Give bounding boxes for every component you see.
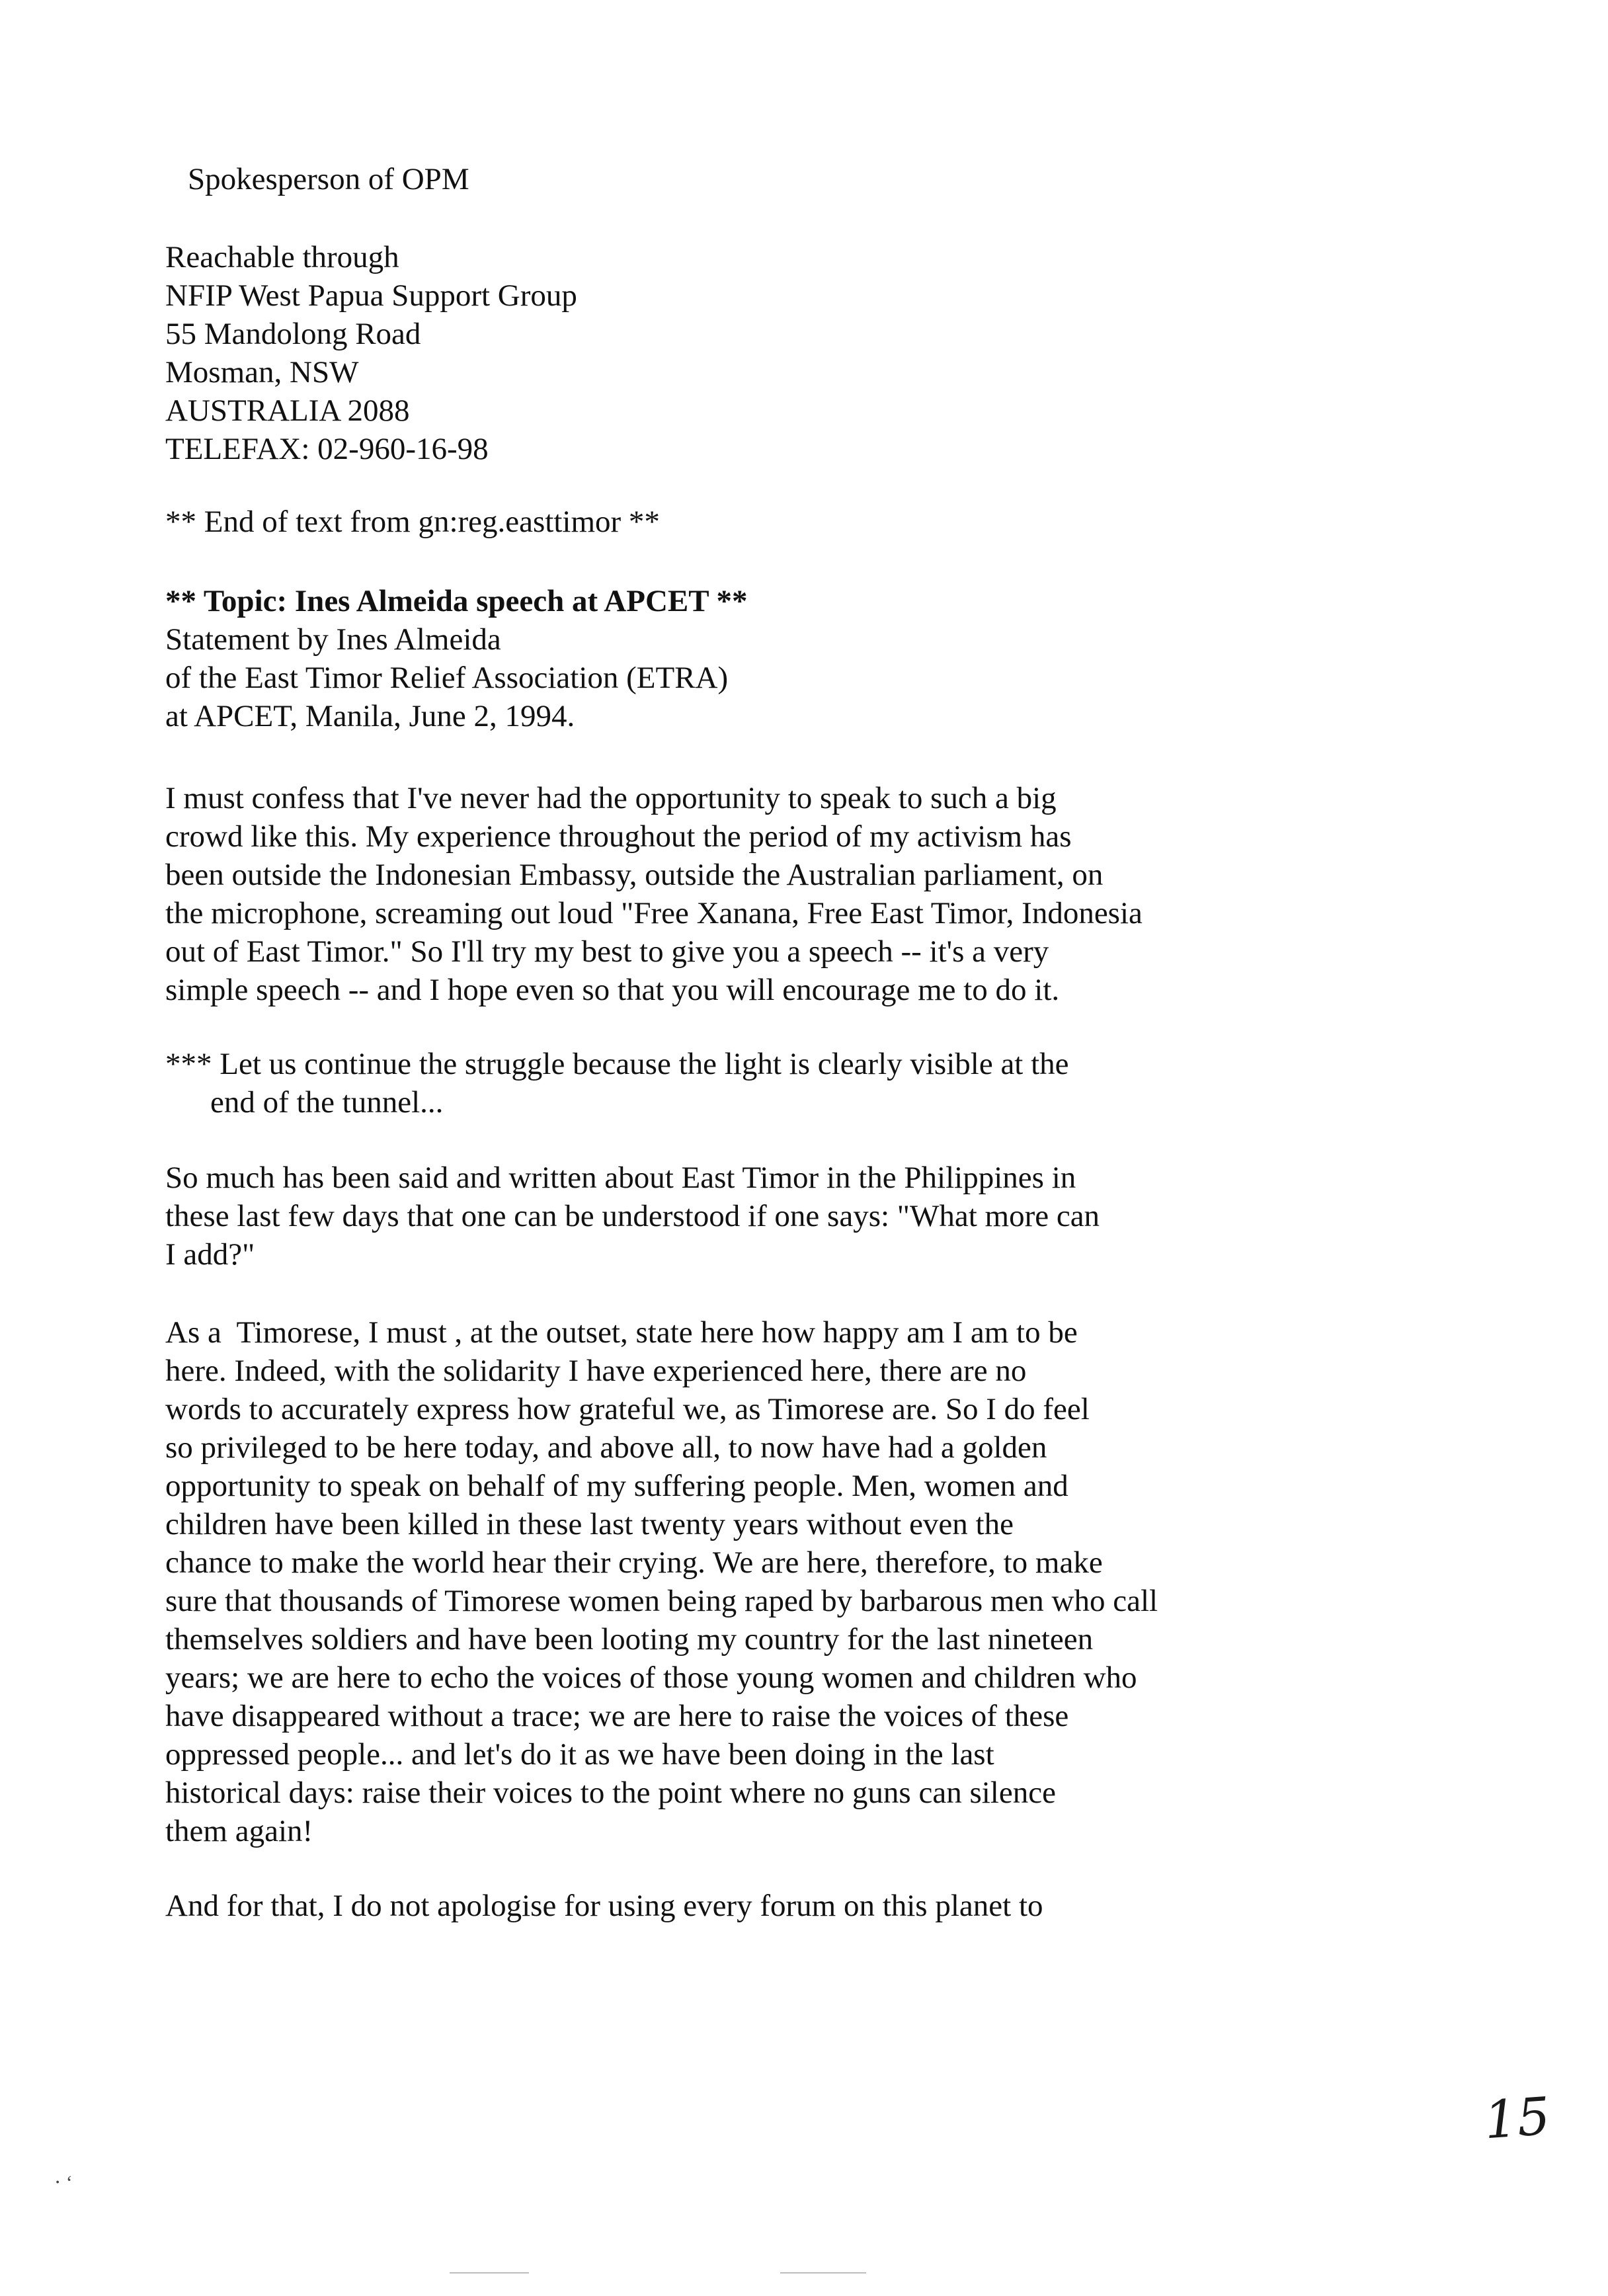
paragraph-line: I must confess that I've never had the opportunity to speak to such a big <box>165 781 1057 815</box>
end-of-text-marker <box>165 503 1422 541</box>
topic-line: at APCET, Manila, June 2, 1994. <box>165 699 575 733</box>
paragraph-line: opportunity to speak on behalf of my suffering people. Men, women and <box>165 1469 1068 1503</box>
address-line: Mosman, NSW <box>165 355 359 390</box>
spokesperson-line <box>188 160 1444 198</box>
paragraph-line: been outside the Indonesian Embassy, outside the Australian parliament, on <box>165 858 1104 892</box>
paragraph-line: oppressed people... and let's do it as we have been doing in the last <box>165 1737 994 1772</box>
paragraph-1 <box>165 779 1422 1009</box>
topic-heading: ** Topic: Ines Almeida speech at APCET ** <box>165 584 748 618</box>
paragraph-line: sure that thousands of Timorese women being raped by barbarous men who call <box>165 1584 1158 1618</box>
paragraph-line: have disappeared without a trace; we are here to raise the voices of these <box>165 1699 1069 1733</box>
address-line: Reachable through <box>165 240 399 274</box>
paragraph-3 <box>165 1159 1422 1274</box>
paragraph-line: these last few days that one can be understood if one says: "What more can <box>165 1199 1100 1233</box>
page-number: 15 <box>1482 2086 1552 2151</box>
address-line: AUSTRALIA 2088 <box>165 393 410 428</box>
paragraph-line: years; we are here to echo the voices of those young women and children who <box>165 1660 1137 1695</box>
paragraph-line: As a Timorese, I must , at the outset, state here how happy am I am to be <box>165 1315 1078 1350</box>
paragraph-line: chance to make the world hear their crying. We are here, therefore, to make <box>165 1545 1103 1580</box>
paragraph-5 <box>165 1887 1422 1925</box>
topic-block <box>165 582 1422 735</box>
address-line: TELEFAX: 02-960-16-98 <box>165 432 489 466</box>
paragraph-line: out of East Timor." So I'll try my best to give you a speech -- it's a very <box>165 934 1049 969</box>
scan-speck: ⋅ ‘ <box>54 2172 73 2194</box>
paragraph-line: words to accurately express how grateful we, as Timorese are. So I do feel <box>165 1392 1090 1426</box>
topic-line: of the East Timor Relief Association (ETRA) <box>165 661 729 695</box>
address-block <box>165 238 1422 468</box>
spokesperson-text: Spokesperson of OPM <box>188 162 469 196</box>
paragraph-line: And for that, I do not apologise for using every forum on this planet to <box>165 1889 1043 1923</box>
paragraph-line: *** Let us continue the struggle because the light is clearly visible at the <box>165 1047 1069 1081</box>
paragraph-line: themselves soldiers and have been looting my country for the last nineteen <box>165 1622 1094 1657</box>
address-line: 55 Mandolong Road <box>165 317 421 351</box>
paragraph-4 <box>165 1313 1422 1850</box>
paragraph-line: end of the tunnel... <box>210 1085 444 1120</box>
paragraph-line: them again! <box>165 1814 313 1848</box>
paragraph-line: children have been killed in these last twenty years without even the <box>165 1507 1014 1541</box>
paragraph-2 <box>165 1045 1422 1122</box>
paragraph-line: historical days: raise their voices to the point where no guns can silence <box>165 1776 1056 1810</box>
address-line: NFIP West Papua Support Group <box>165 278 577 313</box>
paragraph-line: here. Indeed, with the solidarity I have experienced here, there are no <box>165 1354 1027 1388</box>
scan-artifact-line <box>780 2272 866 2274</box>
paragraph-line: simple speech -- and I hope even so that you will encourage me to do it. <box>165 973 1060 1007</box>
paragraph-line: so privileged to be here today, and above all, to now have had a golden <box>165 1430 1047 1465</box>
topic-line: Statement by Ines Almeida <box>165 622 501 657</box>
scan-artifact-line <box>450 2272 529 2274</box>
paragraph-line: the microphone, screaming out loud "Free Xanana, Free East Timor, Indonesia <box>165 896 1143 930</box>
paragraph-line: So much has been said and written about East Timor in the Philippines in <box>165 1161 1076 1195</box>
end-of-text-line: ** End of text from gn:reg.easttimor ** <box>165 505 660 539</box>
paragraph-line: I add?" <box>165 1237 255 1272</box>
paragraph-line: crowd like this. My experience throughout the period of my activism has <box>165 819 1072 854</box>
